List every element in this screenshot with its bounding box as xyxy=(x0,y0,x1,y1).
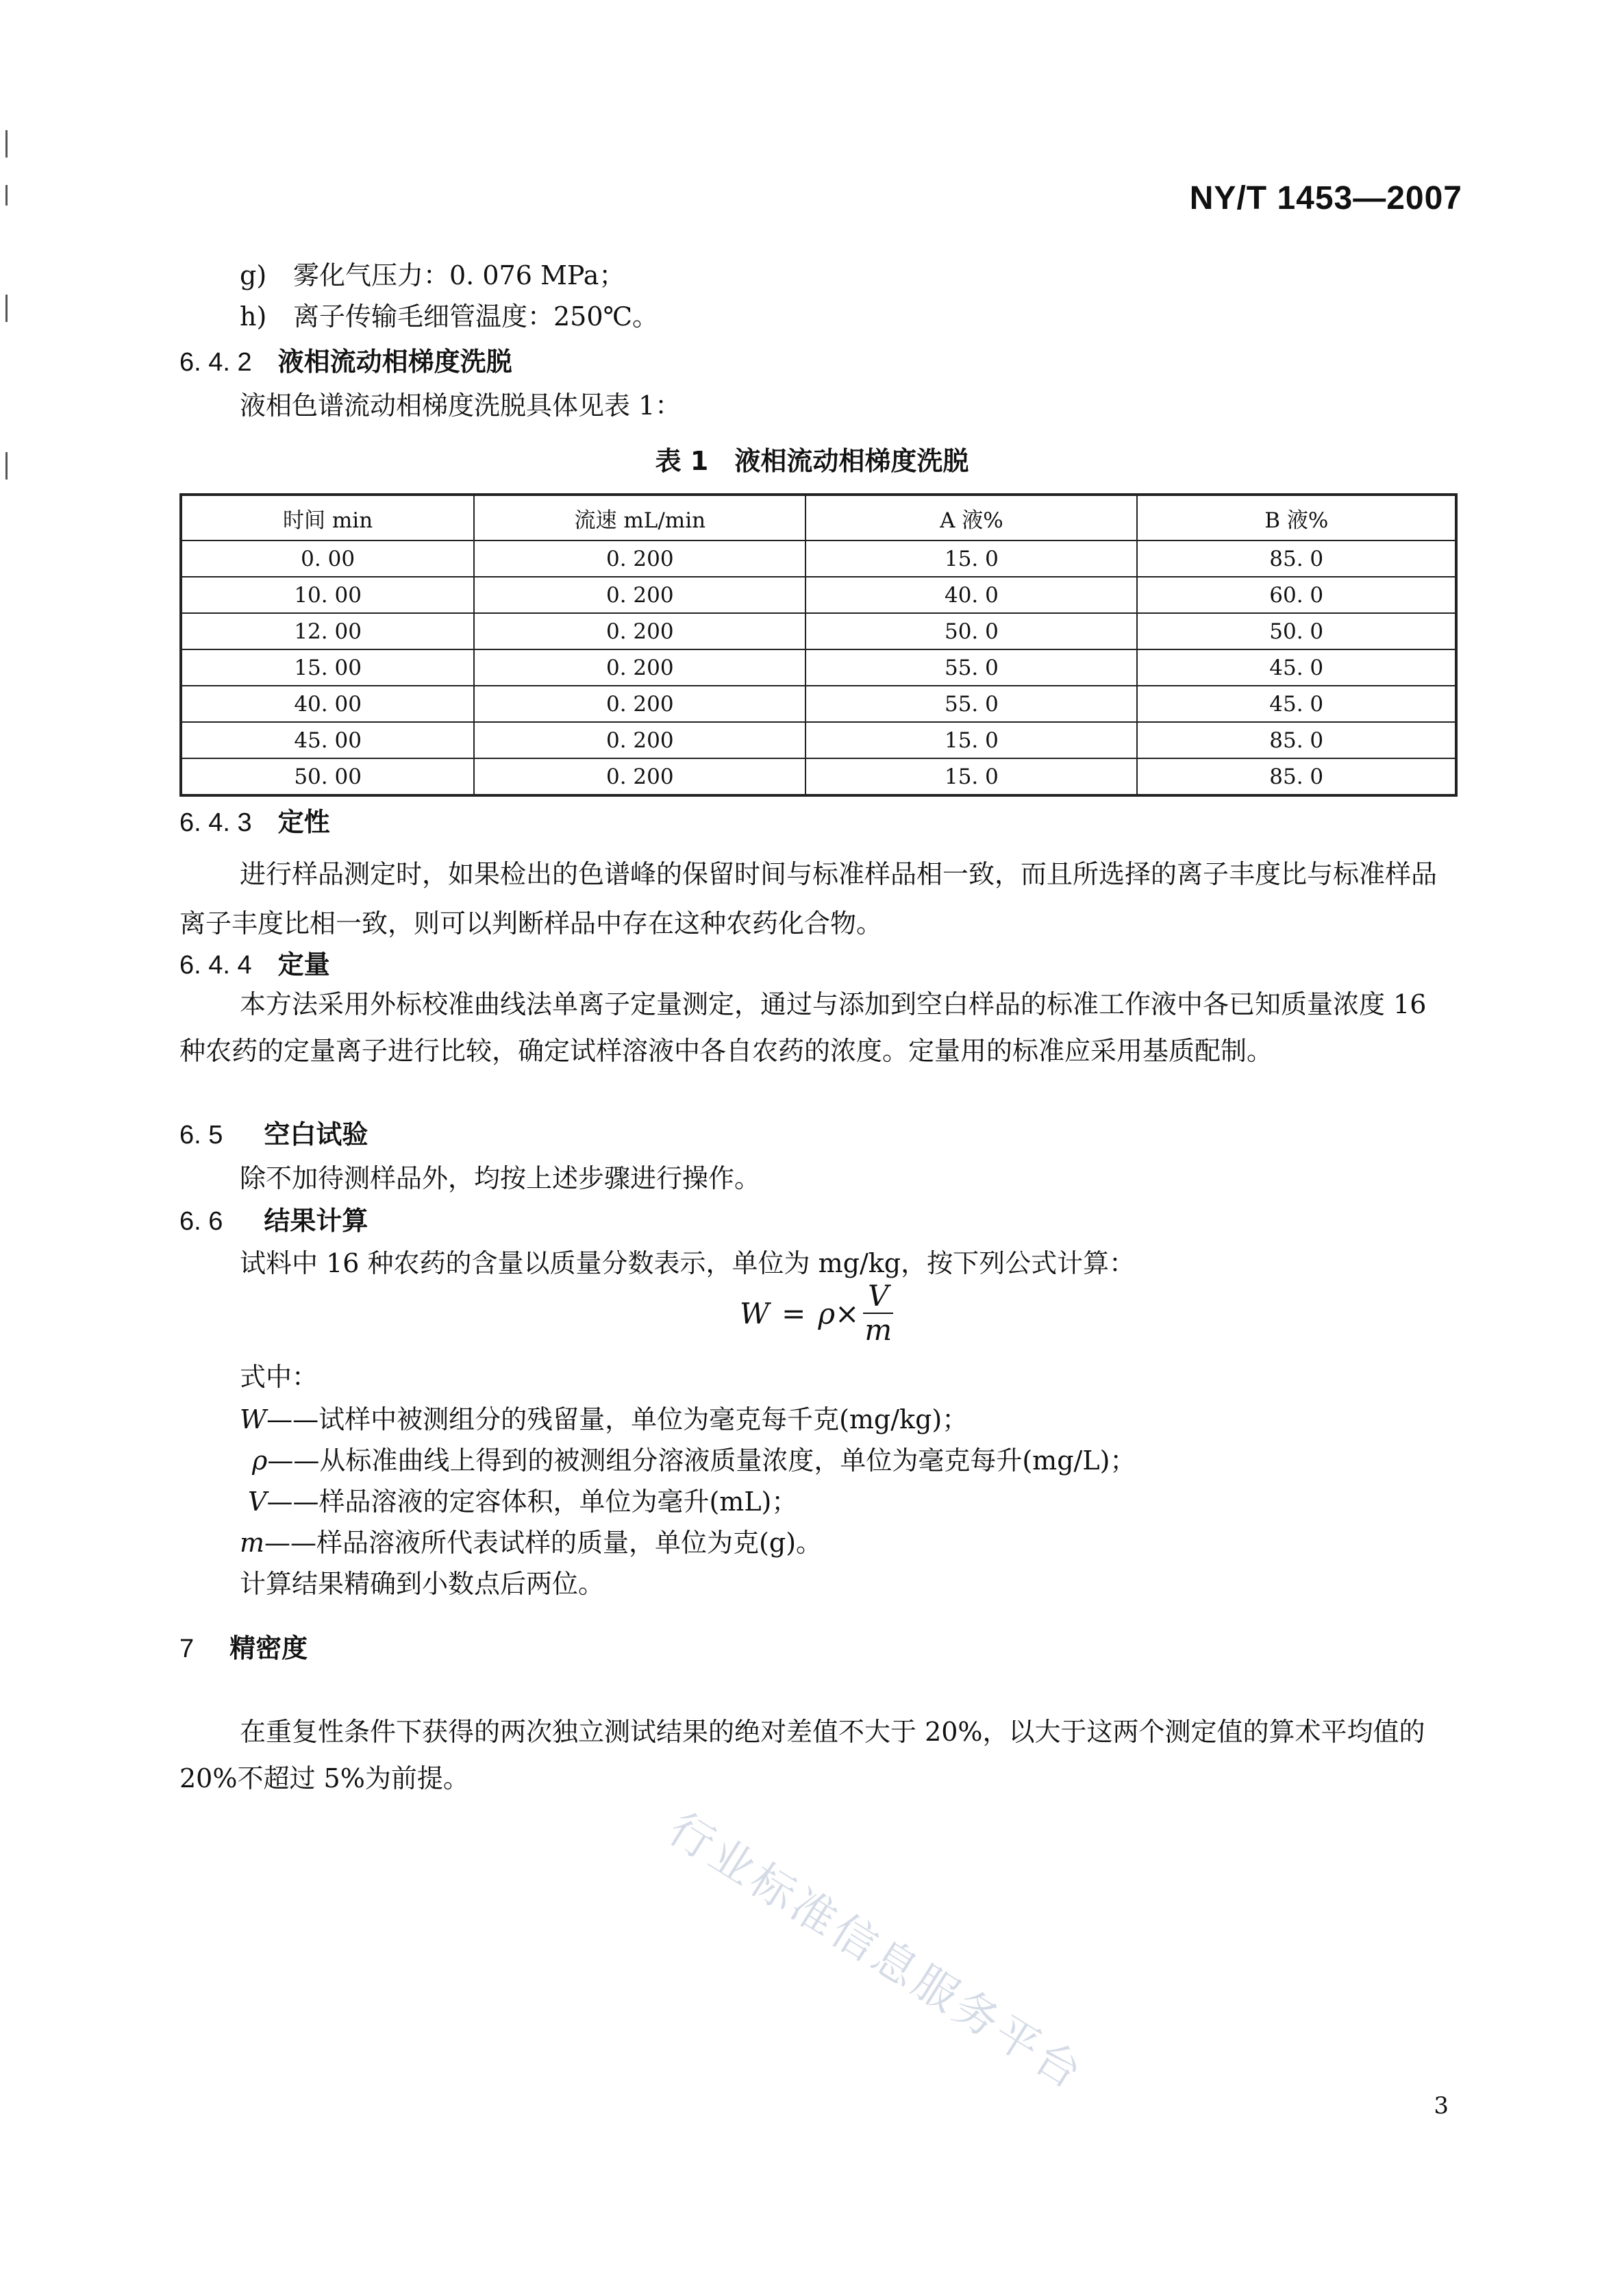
section-title: 空白试验 xyxy=(264,1119,368,1150)
table-row xyxy=(181,613,1456,649)
section-heading-6-5 xyxy=(179,1114,368,1156)
formula-numerator: V xyxy=(868,1279,889,1313)
section-heading-6-6 xyxy=(179,1200,368,1242)
table-cell: 0. 200 xyxy=(474,686,805,722)
list-item-text: 雾化气压力：0. 076 MPa； xyxy=(293,260,625,290)
page-number: 3 xyxy=(1434,2092,1449,2120)
table-row xyxy=(181,686,1456,722)
section-title: 液相流动相梯度洗脱 xyxy=(277,347,512,377)
variable-definition xyxy=(252,1440,1136,1481)
section-number: 6. 6 xyxy=(179,1207,223,1236)
table-cell: 0. 00 xyxy=(181,541,474,577)
formula-equals: = xyxy=(782,1296,806,1330)
table-row xyxy=(181,758,1456,795)
table-cell: 85. 0 xyxy=(1137,758,1456,795)
table-cell: 15. 0 xyxy=(805,758,1137,795)
gradient-table xyxy=(179,493,1458,797)
variable-definition xyxy=(240,1522,822,1563)
section-title: 结果计算 xyxy=(264,1206,368,1236)
section-body-6-5: 除不加待测样品外，均按上述步骤进行操作。 xyxy=(240,1163,761,1193)
table-header-row xyxy=(181,495,1456,541)
table-cell: 10. 00 xyxy=(181,577,474,613)
table-cell: 15. 0 xyxy=(805,722,1137,758)
table-cell: 0. 200 xyxy=(474,758,805,795)
table-caption-number: 表 1 xyxy=(655,446,709,476)
table-header-cell: A 液% xyxy=(805,495,1137,541)
table-header-cell: 流速 mL/min xyxy=(474,495,805,541)
variable-definition xyxy=(240,1399,968,1440)
formula-where-label: 式中： xyxy=(240,1362,318,1392)
standard-code: NY/T 1453—2007 xyxy=(1189,180,1462,216)
table-row xyxy=(181,541,1456,577)
table-cell: 40. 00 xyxy=(181,686,474,722)
table-header-cell: 时间 min xyxy=(181,495,474,541)
section-number: 6. 4. 4 xyxy=(179,951,252,980)
table-row xyxy=(181,722,1456,758)
table-row xyxy=(181,577,1456,613)
variable-description: ——样品溶液的定容体积，单位为毫升(mL)； xyxy=(266,1487,798,1517)
table-cell: 0. 200 xyxy=(474,722,805,758)
section-number: 6. 5 xyxy=(179,1121,223,1150)
list-item-text: 离子传输毛细管温度：250℃。 xyxy=(293,301,659,332)
table-header-cell: B 液% xyxy=(1137,495,1456,541)
variable-description: ——试样中被测组分的残留量，单位为毫克每千克(mg/kg)； xyxy=(266,1404,969,1434)
table-cell: 15. 0 xyxy=(805,541,1137,577)
scan-edge-mark xyxy=(5,295,8,322)
formula-times: × xyxy=(835,1296,860,1330)
precision-note: 计算结果精确到小数点后两位。 xyxy=(240,1569,605,1599)
table-cell: 55. 0 xyxy=(805,686,1137,722)
table-cell: 0. 200 xyxy=(474,541,805,577)
list-item xyxy=(240,255,625,296)
formula-denominator: m xyxy=(864,1313,892,1347)
table-cell: 85. 0 xyxy=(1137,722,1456,758)
section-heading-6-4-2 xyxy=(179,341,512,383)
watermark: 行业标准信息服务平台 xyxy=(659,1803,1093,2101)
variable-symbol: W xyxy=(240,1404,267,1434)
table-caption-title: 液相流动相梯度洗脱 xyxy=(734,446,969,476)
scan-edge-mark xyxy=(5,185,8,206)
section-body-6-4-2: 液相色谱流动相梯度洗脱具体见表 1： xyxy=(240,390,682,421)
section-heading-6-4-3 xyxy=(179,802,330,843)
table-cell: 55. 0 xyxy=(805,649,1137,686)
table-cell: 0. 200 xyxy=(474,649,805,686)
table-cell: 0. 200 xyxy=(474,613,805,649)
variable-symbol: m xyxy=(240,1528,265,1558)
formula-rho: ρ xyxy=(818,1296,836,1330)
table-row xyxy=(181,649,1456,686)
list-item xyxy=(240,296,658,337)
section-number: 6. 4. 2 xyxy=(179,348,252,377)
variable-description: ——从标准曲线上得到的被测组分溶液质量浓度，单位为毫克每升(mg/L)； xyxy=(267,1445,1136,1476)
table-cell: 15. 00 xyxy=(181,649,474,686)
section-heading-6-4-4 xyxy=(179,944,330,986)
section-body-6-4-4: 本方法采用外标校准曲线法单离子定量测定，通过与添加到空白样品的标准工作液中各已知质量浓度 16 种农药的定量离子进行比较，确定试样溶液中各自农药的浓度。定量用的标准应采用基质配制。 xyxy=(179,989,1427,1066)
table-cell: 50. 00 xyxy=(181,758,474,795)
table-cell: 40. 0 xyxy=(805,577,1137,613)
variable-symbol: V xyxy=(248,1487,267,1517)
section-number: 7 xyxy=(179,1635,195,1663)
section-body-6-6: 试料中 16 种农药的含量以质量分数表示，单位为 mg/kg，按下列公式计算： xyxy=(240,1248,1136,1278)
table-cell: 50. 0 xyxy=(805,613,1137,649)
formula-lhs: W xyxy=(740,1296,770,1330)
table-cell: 12. 00 xyxy=(181,613,474,649)
table-cell: 85. 0 xyxy=(1137,541,1456,577)
section-title: 精密度 xyxy=(229,1633,308,1663)
table-cell: 0. 200 xyxy=(474,577,805,613)
variable-definition xyxy=(248,1481,797,1522)
scan-edge-mark xyxy=(5,130,8,158)
result-formula xyxy=(740,1281,893,1345)
section-title: 定性 xyxy=(277,807,330,837)
list-item-label: h) xyxy=(240,301,267,332)
table-cell: 45. 0 xyxy=(1137,649,1456,686)
table-cell: 45. 0 xyxy=(1137,686,1456,722)
table-cell: 50. 0 xyxy=(1137,613,1456,649)
section-heading-7 xyxy=(179,1628,308,1669)
variable-description: ——样品溶液所代表试样的质量，单位为克(g)。 xyxy=(264,1528,823,1558)
variable-symbol: ρ xyxy=(252,1445,268,1476)
section-body-6-4-3: 进行样品测定时，如果检出的色谱峰的保留时间与标准样品相一致，而且所选择的离子丰度比与标准样品离子丰度比相一致，则可以判断样品中存在这种农药化合物。 xyxy=(179,859,1438,939)
table-caption xyxy=(0,440,1624,477)
list-item-label: g) xyxy=(240,260,267,290)
table-cell: 45. 00 xyxy=(181,722,474,758)
formula-fraction xyxy=(863,1281,893,1345)
table-cell: 60. 0 xyxy=(1137,577,1456,613)
section-body-7: 在重复性条件下获得的两次独立测试结果的绝对差值不大于 20%，以大于这两个测定值的算术平均值的 20%不超过 5%为前提。 xyxy=(179,1717,1425,1793)
section-title: 定量 xyxy=(277,949,330,980)
section-number: 6. 4. 3 xyxy=(179,808,252,837)
